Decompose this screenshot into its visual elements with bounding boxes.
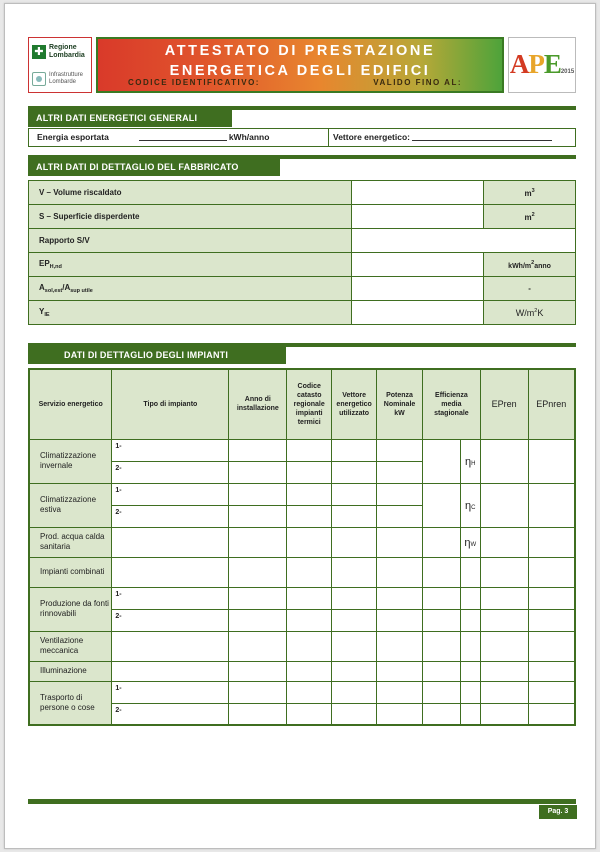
row-number[interactable]: 1- bbox=[112, 587, 229, 609]
volume-value[interactable] bbox=[352, 181, 484, 205]
page-number: Pag. 3 bbox=[539, 805, 577, 819]
exported-energy-unit: kWh/anno bbox=[228, 132, 270, 142]
table-row bbox=[29, 229, 576, 253]
cell-input[interactable] bbox=[422, 609, 460, 631]
section-title-building: ALTRI DATI DI DETTAGLIO DEL FABBRICATO bbox=[28, 158, 280, 176]
infrastrutture-lombarde-mark-icon bbox=[32, 72, 46, 86]
cell-input[interactable] bbox=[480, 631, 528, 661]
cell-input[interactable] bbox=[480, 681, 528, 703]
logo-text: Lombarde bbox=[49, 78, 77, 85]
cell-input[interactable] bbox=[229, 609, 287, 631]
cell-input[interactable] bbox=[287, 483, 332, 505]
service-renewables: Produzione da fonti rinnovabili bbox=[29, 587, 112, 631]
col-header-service: Servizio energetico bbox=[29, 369, 112, 439]
cell-input[interactable] bbox=[332, 681, 377, 703]
systems-details-table bbox=[28, 368, 576, 726]
cell-input[interactable] bbox=[480, 483, 528, 527]
table-row bbox=[29, 609, 575, 631]
cell-input[interactable] bbox=[287, 681, 332, 703]
ephnd-unit: kWh/$m^2anno$ bbox=[484, 253, 576, 277]
cell-input[interactable] bbox=[480, 587, 528, 609]
cell-input[interactable] bbox=[377, 609, 423, 631]
cell-input[interactable] bbox=[480, 609, 528, 631]
asol-label: $A_{sol,est}/A_{sup utile}$ bbox=[29, 277, 352, 301]
yie-unit: $W/m^2K$ bbox=[484, 301, 576, 325]
logo-text: Infrastrutture bbox=[49, 71, 84, 78]
cell-input[interactable] bbox=[112, 631, 229, 661]
col-header-year: Anno di installazione bbox=[229, 369, 287, 439]
yie-value[interactable] bbox=[352, 301, 484, 325]
title-banner bbox=[96, 37, 504, 93]
row-number[interactable]: 1- bbox=[112, 681, 229, 703]
ephnd-value[interactable] bbox=[352, 253, 484, 277]
cell-input[interactable] bbox=[287, 631, 332, 661]
cell-input[interactable] bbox=[332, 703, 377, 725]
table-row bbox=[29, 253, 576, 277]
cell-input[interactable] bbox=[229, 527, 287, 557]
row-number[interactable]: 2- bbox=[112, 461, 229, 483]
surface-label: S – Superficie disperdente bbox=[29, 205, 352, 229]
cell-input[interactable] bbox=[528, 631, 575, 661]
table-header-row bbox=[29, 369, 575, 439]
table-row bbox=[29, 439, 575, 461]
ape-letter: E bbox=[543, 49, 561, 79]
cell-input[interactable] bbox=[460, 681, 480, 703]
cell-input[interactable] bbox=[287, 609, 332, 631]
cell-input[interactable] bbox=[528, 483, 575, 527]
logo-text: Lombardia bbox=[49, 51, 85, 59]
cell-input[interactable] bbox=[332, 505, 377, 527]
volume-unit: $m^3$ bbox=[484, 181, 576, 205]
cell-input[interactable] bbox=[229, 483, 287, 505]
cell-input[interactable] bbox=[528, 527, 575, 557]
title-line-2: ENERGETICA DEGLI EDIFICI bbox=[169, 63, 431, 79]
service-cooling: Climatizzazione estiva bbox=[29, 483, 112, 527]
cell-input[interactable] bbox=[377, 527, 423, 557]
cell-input[interactable] bbox=[460, 661, 480, 681]
table-row bbox=[29, 301, 576, 325]
cell-input[interactable] bbox=[528, 557, 575, 587]
cell-input[interactable] bbox=[229, 661, 287, 681]
cell-input[interactable] bbox=[377, 505, 423, 527]
cell-input[interactable] bbox=[377, 587, 423, 609]
cell-input[interactable] bbox=[480, 661, 528, 681]
cell-input[interactable] bbox=[112, 527, 229, 557]
cell-input[interactable] bbox=[229, 631, 287, 661]
cell-input[interactable] bbox=[480, 557, 528, 587]
service-ventilation: Ventilazione meccanica bbox=[29, 631, 112, 661]
cell-input[interactable] bbox=[377, 631, 423, 661]
sv-ratio-label: Rapporto S/V bbox=[29, 229, 352, 253]
cell-input[interactable] bbox=[377, 483, 423, 505]
cell-input[interactable] bbox=[377, 439, 423, 461]
cell-input[interactable] bbox=[332, 631, 377, 661]
volume-label: V – Volume riscaldato bbox=[29, 181, 352, 205]
energy-vector-field[interactable] bbox=[412, 129, 552, 141]
row-number[interactable]: 2- bbox=[112, 703, 229, 725]
service-dhw: Prod. acqua calda sanitaria bbox=[29, 527, 112, 557]
cell-input[interactable] bbox=[480, 703, 528, 725]
ape-year: 2015 bbox=[560, 69, 575, 75]
section-title-general: ALTRI DATI ENERGETICI GENERALI bbox=[28, 109, 232, 127]
footer-divider bbox=[28, 799, 576, 804]
col-header-epren: EPren bbox=[480, 369, 528, 439]
regione-lombardia-logo bbox=[28, 37, 92, 93]
cell-input[interactable] bbox=[528, 439, 575, 483]
cell-input[interactable] bbox=[229, 461, 287, 483]
table-row bbox=[29, 557, 575, 587]
asol-value[interactable] bbox=[352, 277, 484, 301]
cell-input[interactable] bbox=[287, 461, 332, 483]
building-details-table bbox=[28, 180, 576, 325]
table-row bbox=[29, 703, 575, 725]
cell-input[interactable] bbox=[480, 439, 528, 483]
cell-input[interactable] bbox=[480, 527, 528, 557]
exported-energy-label: Energia esportata bbox=[37, 132, 109, 142]
cell-input[interactable] bbox=[460, 609, 480, 631]
cell-input[interactable] bbox=[287, 527, 332, 557]
row-number[interactable]: 1- bbox=[112, 439, 229, 461]
eta-cooling: ηC bbox=[460, 483, 480, 527]
eta-dhw: ηW bbox=[460, 527, 480, 557]
ape-letter: A bbox=[509, 49, 529, 79]
row-number[interactable]: 2- bbox=[112, 609, 229, 631]
logo-text: Regione bbox=[49, 43, 77, 51]
cell-input[interactable] bbox=[377, 557, 423, 587]
cell-input[interactable] bbox=[422, 661, 460, 681]
cell-input[interactable] bbox=[422, 439, 460, 483]
cell-input[interactable] bbox=[422, 557, 460, 587]
table-row bbox=[29, 527, 575, 557]
cell-input[interactable] bbox=[422, 631, 460, 661]
table-row bbox=[29, 587, 575, 609]
service-transport: Trasporto di persone o cose bbox=[29, 681, 112, 725]
cell-input[interactable] bbox=[287, 661, 332, 681]
col-header-vector: Vettore energetico utilizzato bbox=[332, 369, 377, 439]
cell-input[interactable] bbox=[229, 703, 287, 725]
exported-energy-field[interactable] bbox=[139, 129, 227, 141]
cell-input[interactable] bbox=[229, 439, 287, 461]
table-row bbox=[29, 631, 575, 661]
ape-logo bbox=[508, 37, 576, 93]
cell-input[interactable] bbox=[332, 483, 377, 505]
cell-input[interactable] bbox=[112, 661, 229, 681]
table-row bbox=[29, 483, 575, 505]
eta-heating: ηH bbox=[460, 439, 480, 483]
table-row bbox=[29, 661, 575, 681]
cell-input[interactable] bbox=[229, 505, 287, 527]
exported-energy-row bbox=[28, 128, 576, 147]
col-header-epnren: EPnren bbox=[528, 369, 575, 439]
col-header-power: Potenza Nominale kW bbox=[377, 369, 423, 439]
col-header-type: Tipo di impianto bbox=[112, 369, 229, 439]
cell-input[interactable] bbox=[287, 557, 332, 587]
cell-input[interactable] bbox=[332, 661, 377, 681]
row-number[interactable]: 1- bbox=[112, 483, 229, 505]
cell-input[interactable] bbox=[422, 587, 460, 609]
cell-input[interactable] bbox=[422, 483, 460, 527]
cell-input[interactable] bbox=[528, 681, 575, 703]
cell-input[interactable] bbox=[460, 631, 480, 661]
table-row bbox=[29, 205, 576, 229]
yie-label: $Y_{IE}$ bbox=[29, 301, 352, 325]
cell-input[interactable] bbox=[422, 527, 460, 557]
cell-input[interactable] bbox=[332, 461, 377, 483]
ephnd-label: $EP_{H,nd}$ bbox=[29, 253, 352, 277]
cell-input[interactable] bbox=[528, 587, 575, 609]
cell-input[interactable] bbox=[287, 439, 332, 461]
regione-lombardia-mark-icon: ✚ bbox=[32, 45, 46, 59]
cell-input[interactable] bbox=[229, 681, 287, 703]
cell-input[interactable] bbox=[287, 703, 332, 725]
cell-input[interactable] bbox=[229, 557, 287, 587]
cell-input[interactable] bbox=[112, 557, 229, 587]
sv-ratio-value[interactable] bbox=[352, 229, 576, 253]
col-header-code: Codice catasto regionale impianti termici bbox=[287, 369, 332, 439]
cell-input[interactable] bbox=[287, 587, 332, 609]
cell-input[interactable] bbox=[332, 587, 377, 609]
ape-letter: P bbox=[528, 49, 544, 79]
cell-input[interactable] bbox=[377, 703, 423, 725]
cell-input[interactable] bbox=[528, 661, 575, 681]
section-title-systems: DATI DI DETTAGLIO DEGLI IMPIANTI bbox=[28, 346, 286, 364]
table-row bbox=[29, 277, 576, 301]
service-heating: Climatizzazione invernale bbox=[29, 439, 112, 483]
col-header-efficiency: Efficienza media stagionale bbox=[422, 369, 480, 439]
cell-input[interactable] bbox=[377, 461, 423, 483]
cell-input[interactable] bbox=[422, 703, 460, 725]
cell-input[interactable] bbox=[460, 587, 480, 609]
cell-input[interactable] bbox=[422, 681, 460, 703]
cell-input[interactable] bbox=[332, 439, 377, 461]
cell-input[interactable] bbox=[332, 527, 377, 557]
asol-unit: - bbox=[484, 277, 576, 301]
cell-input[interactable] bbox=[377, 681, 423, 703]
cell-input[interactable] bbox=[460, 703, 480, 725]
cell-input[interactable] bbox=[460, 557, 480, 587]
table-row bbox=[29, 181, 576, 205]
cell-input[interactable] bbox=[528, 609, 575, 631]
row-number[interactable]: 2- bbox=[112, 505, 229, 527]
valid-until-label: VALIDO FINO AL: bbox=[373, 78, 462, 87]
service-lighting: Illuminazione bbox=[29, 661, 112, 681]
cell-input[interactable] bbox=[332, 609, 377, 631]
title-line-1: ATTESTATO DI PRESTAZIONE bbox=[164, 43, 436, 59]
table-row bbox=[29, 681, 575, 703]
code-label: CODICE IDENTIFICATIVO: bbox=[128, 78, 260, 87]
surface-unit: $m^2$ bbox=[484, 205, 576, 229]
energy-vector-label: Vettore energetico: bbox=[333, 132, 410, 142]
cell-input[interactable] bbox=[287, 505, 332, 527]
service-combined: Impianti combinati bbox=[29, 557, 112, 587]
cell-input[interactable] bbox=[528, 703, 575, 725]
cell-input[interactable] bbox=[377, 661, 423, 681]
cell-input[interactable] bbox=[229, 587, 287, 609]
surface-value[interactable] bbox=[352, 205, 484, 229]
cell-input[interactable] bbox=[332, 557, 377, 587]
